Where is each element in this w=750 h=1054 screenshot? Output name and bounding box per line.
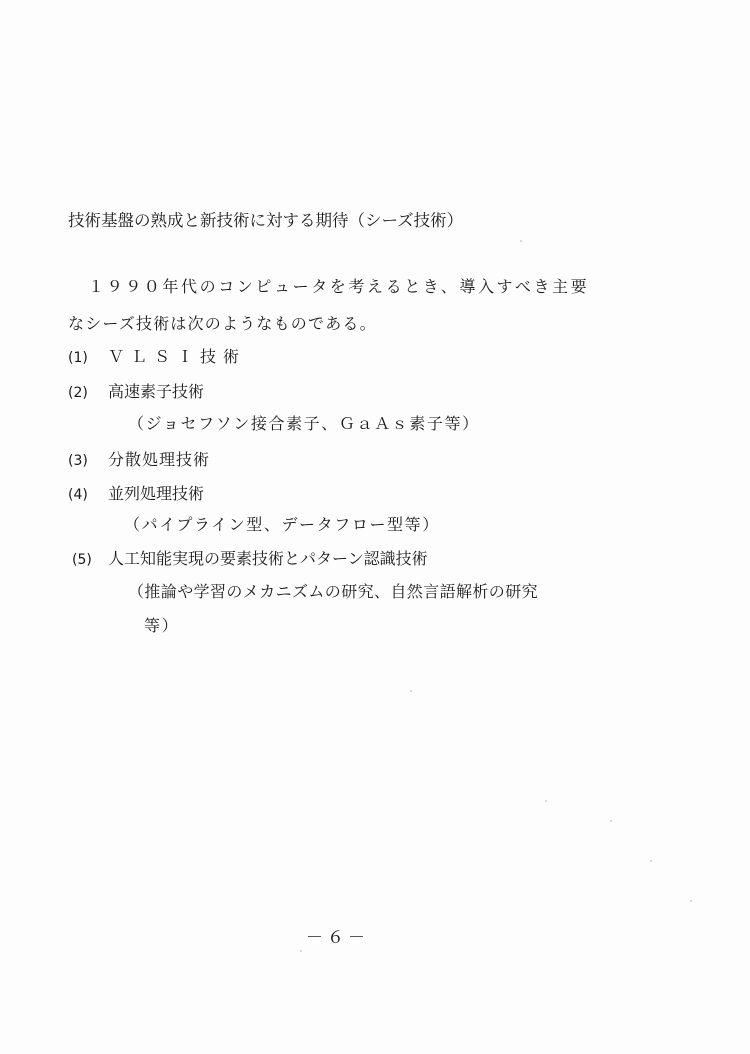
item-5-subnote-line-2: 等） <box>144 616 180 635</box>
scan-speck <box>610 820 612 822</box>
item-text-5: 人工知能実現の要素技術とパターン認識技術 <box>108 549 428 568</box>
item-4-subnote: （パイプライン型、データフロー型等） <box>124 515 440 534</box>
item-text-4: 並列処理技術 <box>108 484 205 503</box>
section-heading: 技術基盤の熟成と新技術に対する期待（シーズ技術） <box>68 211 464 230</box>
item-text-2: 高速素子技術 <box>108 382 205 401</box>
item-number-3: (3) <box>68 453 88 469</box>
item-number-5: (5) <box>72 552 92 568</box>
item-number-4: (4) <box>68 487 88 503</box>
scan-speck <box>300 950 302 952</box>
scan-speck <box>650 860 652 862</box>
item-text-1: ＶＬＳＩ技術 <box>108 347 247 366</box>
item-5-subnote-line-1: （推論や学習のメカニズムの研究、自然言語解析の研究 <box>128 582 539 601</box>
item-number-2: (2) <box>68 385 88 401</box>
page-number: －６－ <box>306 928 369 948</box>
scan-speck <box>410 690 412 692</box>
scan-speck <box>690 900 692 902</box>
item-number-1: (1) <box>68 350 88 366</box>
scan-speck <box>520 240 522 242</box>
item-2-subnote: （ジョセフソン接合素子、ＧａＡｓ素子等） <box>128 414 480 433</box>
paragraph-line-1: １９９０年代のコンピュータを考えるとき、導入すべき主要 <box>88 277 590 296</box>
scan-speck <box>545 800 547 802</box>
item-text-3: 分散処理技術 <box>108 450 211 469</box>
paragraph-line-2: なシーズ技術は次のようなものである。 <box>68 314 377 333</box>
